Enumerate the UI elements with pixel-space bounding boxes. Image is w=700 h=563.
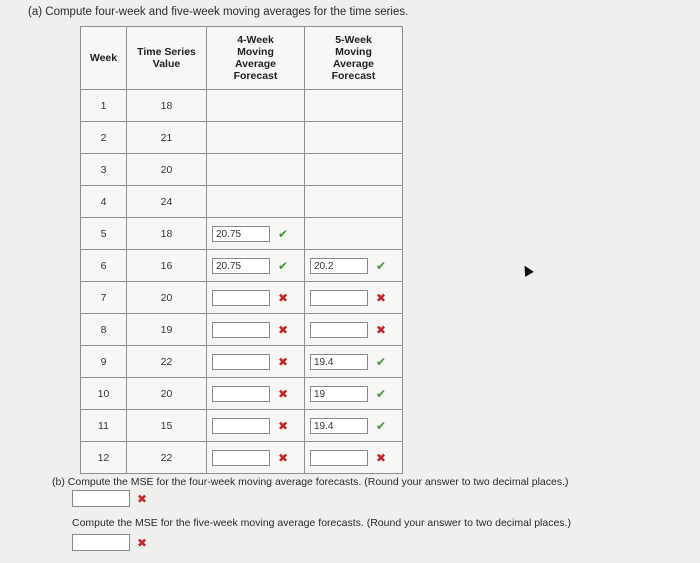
time-series-value-cell: 21	[127, 122, 207, 154]
incorrect-x-icon: ✖	[375, 322, 387, 337]
time-series-value-cell: 15	[127, 410, 207, 442]
table-row	[81, 314, 403, 346]
four-week-forecast-cell	[207, 410, 305, 442]
mse-four-row	[72, 490, 149, 507]
answer-group	[207, 354, 304, 370]
table-row	[81, 442, 403, 474]
time-series-value-cell: 22	[127, 442, 207, 474]
four-week-answer-input[interactable]: 20.75	[212, 258, 270, 274]
part-b-label: (b)	[52, 476, 65, 488]
four-week-answer-input[interactable]	[212, 386, 270, 402]
part-b-question-four	[52, 476, 569, 488]
five-week-forecast-cell	[305, 346, 403, 378]
table-row	[81, 90, 403, 122]
four-week-forecast-cell	[207, 346, 305, 378]
answer-group	[305, 322, 402, 338]
five-week-answer-input[interactable]	[310, 322, 368, 338]
part-a-question	[28, 6, 408, 18]
four-week-answer-input[interactable]	[212, 450, 270, 466]
week-cell: 6	[81, 250, 127, 282]
four-week-forecast-cell	[207, 154, 305, 186]
five-week-forecast-cell	[305, 250, 403, 282]
table-body	[81, 90, 403, 474]
time-series-value-cell: 18	[127, 218, 207, 250]
five-week-forecast-cell	[305, 282, 403, 314]
time-series-value-cell: 22	[127, 346, 207, 378]
five-week-forecast-cell	[305, 154, 403, 186]
moving-average-table	[80, 26, 403, 474]
table-row	[81, 378, 403, 410]
incorrect-x-icon: ✖	[277, 450, 289, 465]
correct-check-icon: ✔	[375, 258, 387, 273]
header-five-week-text: 5-Week Moving Average Forecast	[331, 34, 376, 82]
week-cell: 10	[81, 378, 127, 410]
five-week-forecast-cell	[305, 122, 403, 154]
incorrect-x-icon: ✖	[375, 290, 387, 305]
correct-check-icon: ✔	[375, 354, 387, 369]
five-week-forecast-cell	[305, 314, 403, 346]
part-a-label: (a)	[28, 6, 43, 18]
answer-group	[207, 386, 304, 402]
header-four-week-forecast	[207, 27, 305, 90]
table-header-row	[81, 27, 403, 90]
time-series-value-cell: 24	[127, 186, 207, 218]
header-time-series-value-text: Time Series Value	[137, 46, 196, 70]
five-week-answer-input[interactable]: 19.4	[310, 354, 368, 370]
answer-group	[305, 258, 402, 274]
week-cell: 9	[81, 346, 127, 378]
table-row	[81, 122, 403, 154]
mse-four-input[interactable]	[72, 490, 130, 507]
answer-group	[305, 450, 402, 466]
answer-group	[305, 354, 402, 370]
correct-check-icon: ✔	[375, 386, 387, 401]
five-week-answer-input[interactable]: 19.4	[310, 418, 368, 434]
four-week-forecast-cell	[207, 250, 305, 282]
answer-group	[207, 322, 304, 338]
week-cell: 8	[81, 314, 127, 346]
week-cell: 12	[81, 442, 127, 474]
correct-check-icon: ✔	[375, 418, 387, 433]
answer-group	[305, 386, 402, 402]
week-cell: 4	[81, 186, 127, 218]
answer-group	[207, 226, 304, 242]
part-b-prompt-five: Compute the MSE for the five-week moving average forecasts. (Round your answer to two decimal places.)	[72, 517, 571, 529]
incorrect-x-icon: ✖	[277, 354, 289, 369]
incorrect-x-icon: ✖	[277, 290, 289, 305]
table-row	[81, 250, 403, 282]
four-week-forecast-cell	[207, 282, 305, 314]
time-series-value-cell: 18	[127, 90, 207, 122]
five-week-answer-input[interactable]	[310, 450, 368, 466]
week-cell: 11	[81, 410, 127, 442]
table-row	[81, 282, 403, 314]
four-week-answer-input[interactable]	[212, 322, 270, 338]
part-a-prompt: Compute four-week and five-week moving averages for the time series.	[45, 6, 409, 18]
answer-group	[305, 418, 402, 434]
four-week-forecast-cell	[207, 442, 305, 474]
correct-check-icon: ✔	[277, 258, 289, 273]
header-five-week-forecast	[305, 27, 403, 90]
header-week: Week	[81, 27, 127, 90]
table-row	[81, 410, 403, 442]
mse-five-incorrect-icon: ✖	[137, 535, 148, 550]
incorrect-x-icon: ✖	[277, 418, 289, 433]
four-week-forecast-cell	[207, 186, 305, 218]
week-cell: 7	[81, 282, 127, 314]
answer-group	[207, 450, 304, 466]
five-week-forecast-cell	[305, 410, 403, 442]
answer-group	[207, 418, 304, 434]
mse-four-incorrect-icon: ✖	[137, 491, 148, 506]
correct-check-icon: ✔	[277, 226, 289, 241]
answer-group	[305, 290, 402, 306]
incorrect-x-icon: ✖	[277, 386, 289, 401]
week-cell: 5	[81, 218, 127, 250]
header-time-series-value	[127, 27, 207, 90]
mse-five-input[interactable]	[72, 534, 130, 551]
five-week-forecast-cell	[305, 186, 403, 218]
answer-group	[207, 290, 304, 306]
five-week-answer-input[interactable]	[310, 290, 368, 306]
four-week-forecast-cell	[207, 218, 305, 250]
table-row	[81, 346, 403, 378]
week-cell: 1	[81, 90, 127, 122]
four-week-answer-input[interactable]	[212, 290, 270, 306]
header-four-week-text: 4-Week Moving Average Forecast	[233, 34, 278, 82]
four-week-answer-input[interactable]: 20.75	[212, 226, 270, 242]
part-b-prompt-four: Compute the MSE for the four-week moving average forecasts. (Round your answer to two decimal places.)	[67, 476, 569, 488]
time-series-value-cell: 19	[127, 314, 207, 346]
four-week-forecast-cell	[207, 122, 305, 154]
four-week-forecast-cell	[207, 314, 305, 346]
week-cell: 2	[81, 122, 127, 154]
incorrect-x-icon: ✖	[375, 450, 387, 465]
five-week-answer-input[interactable]: 19	[310, 386, 368, 402]
four-week-answer-input[interactable]	[212, 418, 270, 434]
mouse-cursor-icon	[520, 263, 534, 277]
time-series-value-cell: 20	[127, 282, 207, 314]
table-row	[81, 154, 403, 186]
four-week-forecast-cell	[207, 90, 305, 122]
five-week-forecast-cell	[305, 442, 403, 474]
answer-group	[207, 258, 304, 274]
mse-five-row	[72, 534, 149, 551]
incorrect-x-icon: ✖	[277, 322, 289, 337]
week-cell: 3	[81, 154, 127, 186]
time-series-value-cell: 20	[127, 154, 207, 186]
time-series-value-cell: 16	[127, 250, 207, 282]
five-week-forecast-cell	[305, 90, 403, 122]
time-series-value-cell: 20	[127, 378, 207, 410]
five-week-forecast-cell	[305, 378, 403, 410]
five-week-answer-input[interactable]: 20.2	[310, 258, 368, 274]
table-row	[81, 186, 403, 218]
four-week-answer-input[interactable]	[212, 354, 270, 370]
five-week-forecast-cell	[305, 218, 403, 250]
table-row	[81, 218, 403, 250]
four-week-forecast-cell	[207, 378, 305, 410]
